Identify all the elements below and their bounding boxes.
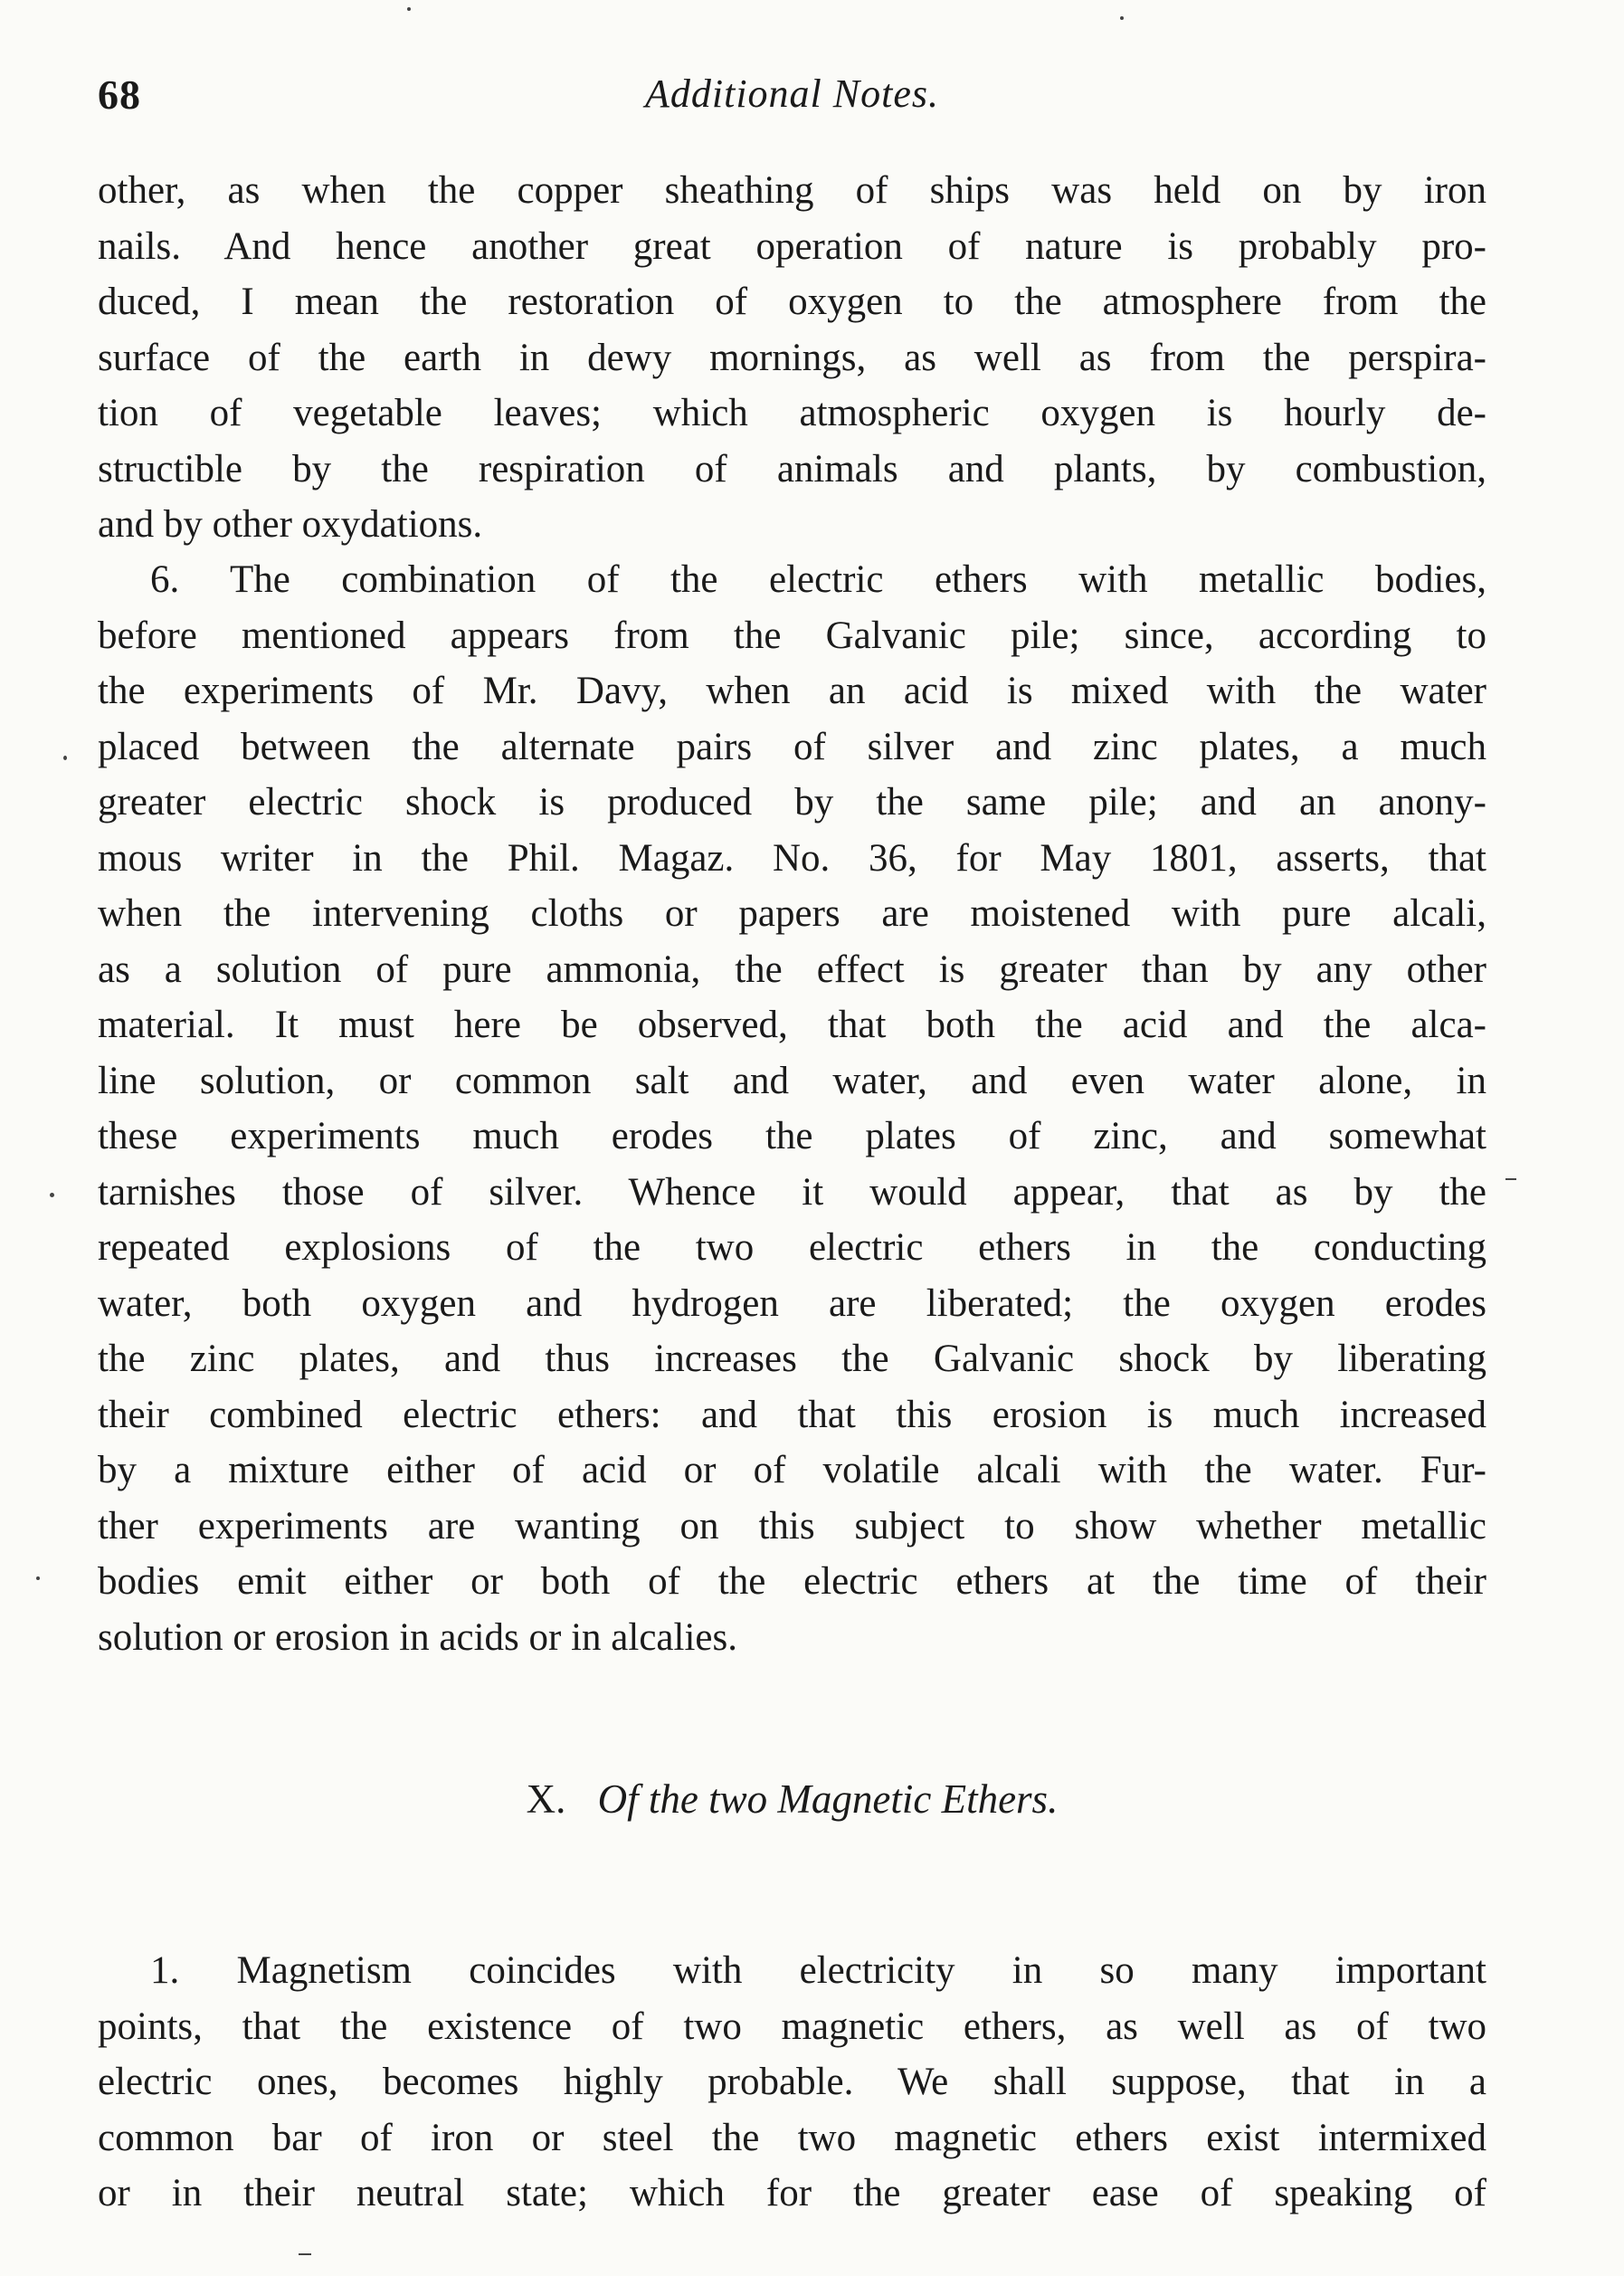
text-line: tarnishes those of silver. Whence it would appear, that as by the [98, 1170, 1486, 1214]
text-line: ther experiments are wanting on this subject to show whether metallic [98, 1504, 1486, 1547]
print-speck [299, 2253, 311, 2255]
text-line: nails. And hence another great operation of nature is probably pro- [98, 224, 1486, 268]
page-number: 68 [98, 71, 141, 118]
text-line: tion of vegetable leaves; which atmospheric oxygen is hourly de- [98, 392, 1486, 434]
print-speck [63, 756, 67, 760]
text-line: mous writer in the Phil. Magaz. No. 36, for May 1801, asserts, that [98, 836, 1486, 880]
section-title: Of the two Magnetic Ethers. [597, 1776, 1059, 1822]
text-line: as a solution of pure ammonia, the effect is greater than by any other [98, 948, 1486, 991]
text-line: surface of the earth in dewy mornings, as well as from the perspira- [98, 336, 1486, 379]
section-numeral: X. [526, 1776, 566, 1822]
text-line: duced, I mean the restoration of oxygen to the atmosphere from the [98, 281, 1486, 323]
text-line: 1. Magnetism coincides with electricity in so many important [150, 1949, 1486, 1992]
text-line: by a mixture either of acid or of volatile alcali with the water. Fur- [98, 1449, 1486, 1491]
text-line: or in their neutral state; which for the greater ease of speaking of [98, 2172, 1486, 2214]
text-line: 6. The combination of the electric ethers with metallic bodies, [150, 558, 1486, 601]
paragraph-continuation [98, 163, 1486, 553]
text-line: the experiments of Mr. Davy, when an acid is mixed with the water [98, 670, 1486, 712]
text-line: these experiments much erodes the plates of zinc, and somewhat [98, 1115, 1486, 1157]
print-speck [36, 1576, 40, 1580]
print-speck [407, 7, 411, 11]
print-speck [50, 1193, 54, 1197]
print-speck [1120, 16, 1124, 20]
page-header [98, 71, 1486, 134]
text-line: and by other oxydations. [98, 503, 483, 546]
print-speck [1505, 1178, 1516, 1180]
text-line: bodies emit either or both of the electric ethers at the time of their [98, 1560, 1486, 1603]
text-line: the zinc plates, and thus increases the Galvanic shock by liberating [98, 1338, 1486, 1380]
text-line: line solution, or common salt and water, and even water alone, in [98, 1059, 1486, 1102]
text-line: solution or erosion in acids or in alcalies. [98, 1615, 737, 1659]
text-line: placed between the alternate pairs of silver and zinc plates, a much [98, 725, 1486, 768]
text-line: before mentioned appears from the Galvanic pile; since, according to [98, 614, 1486, 657]
text-line: structible by the respiration of animals and plants, by combustion, [98, 447, 1486, 490]
paragraph-item-6 [98, 552, 1486, 1665]
section-heading [98, 1776, 1486, 1823]
text-line: water, both oxygen and hydrogen are liberated; the oxygen erodes [98, 1281, 1486, 1325]
text-line: electric ones, becomes highly probable. We shall suppose, that in a [98, 2061, 1486, 2103]
text-line: when the intervening cloths or papers are moistened with pure alcali, [98, 892, 1486, 935]
text-line: other, as when the copper sheathing of ships was held on by iron [98, 169, 1486, 212]
text-line: greater electric shock is produced by the same pile; and an anony- [98, 781, 1486, 824]
text-line: material. It must here be observed, that both the acid and the alca- [98, 1004, 1486, 1046]
text-line: their combined electric ethers: and that this erosion is much increased [98, 1393, 1486, 1436]
running-title: Additional Notes. [645, 71, 939, 116]
paragraph-item-1 [98, 1943, 1486, 2222]
text-line: common bar of iron or steel the two magnetic ethers exist intermixed [98, 2116, 1486, 2159]
text-line: repeated explosions of the two electric ethers in the conducting [98, 1226, 1486, 1269]
text-line: points, that the existence of two magnetic ethers, as well as of two [98, 2005, 1486, 2048]
